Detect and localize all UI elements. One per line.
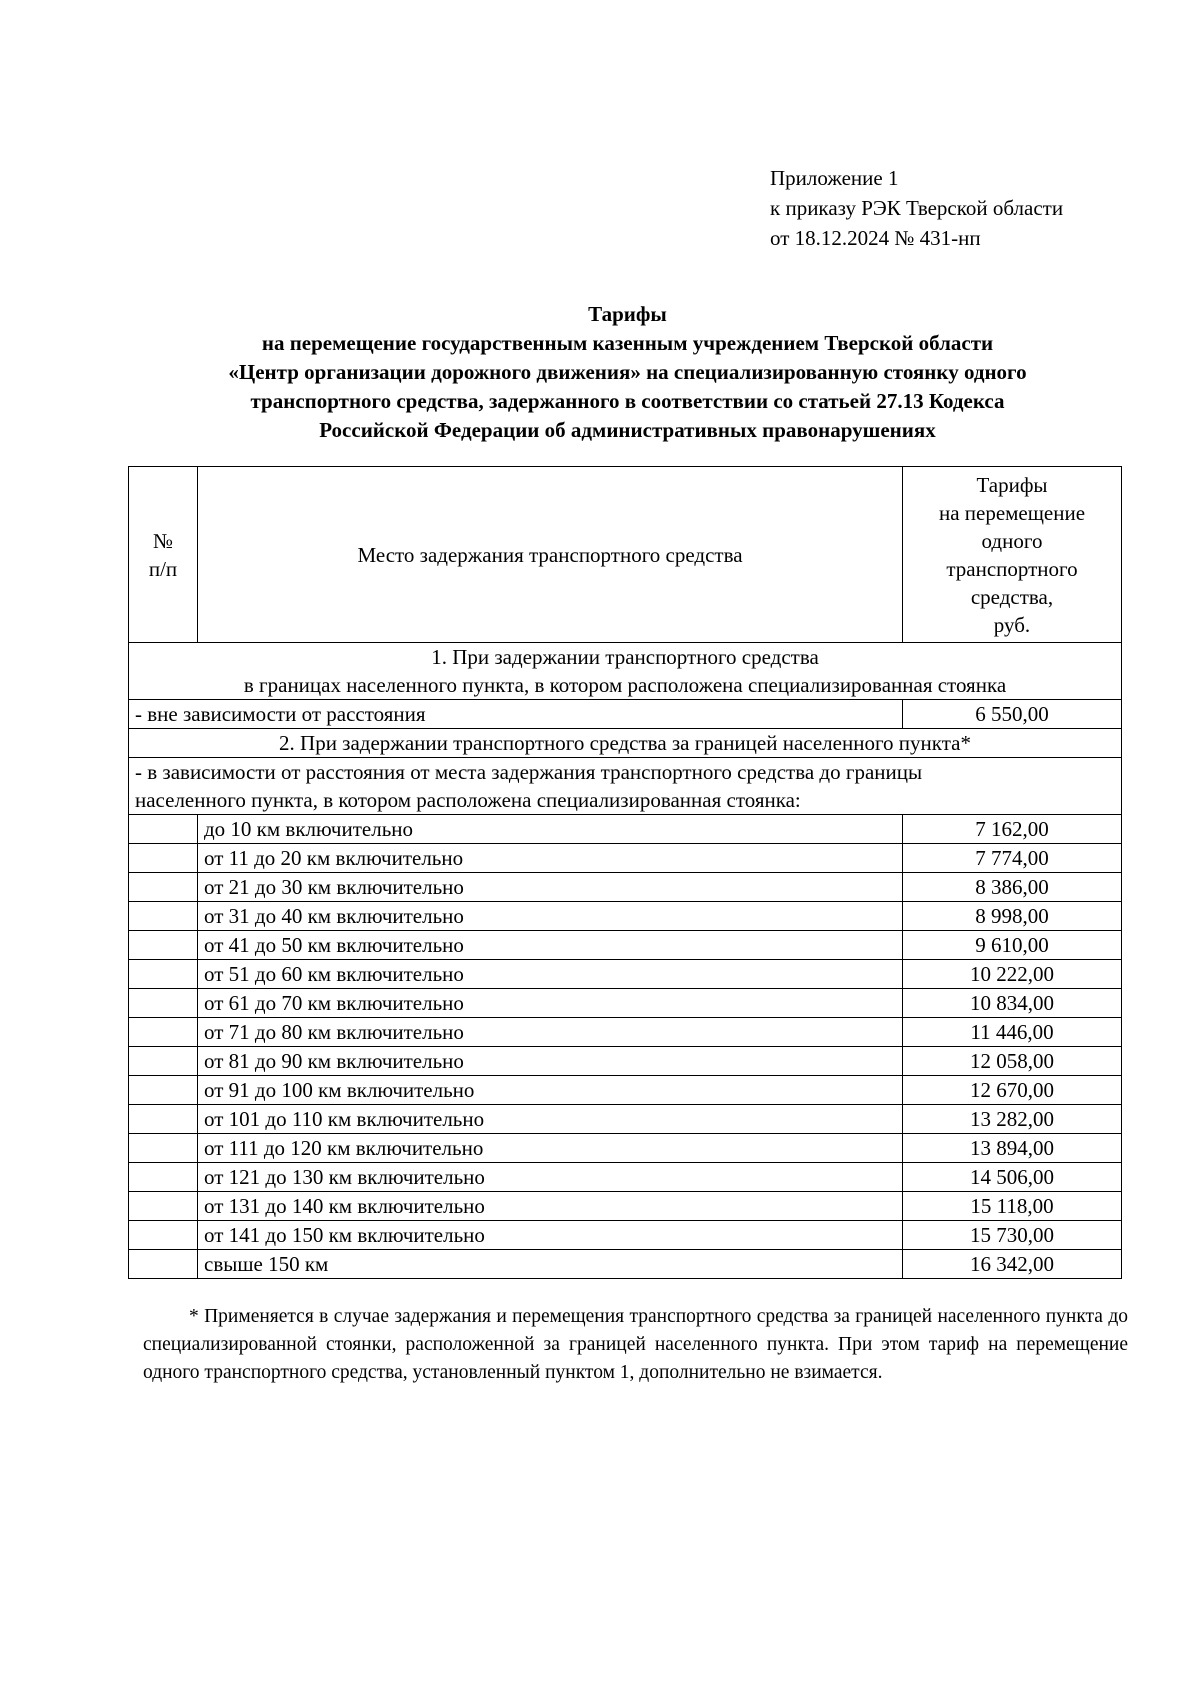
row-number-cell (129, 1105, 198, 1134)
row-label: от 101 до 110 км включительно (198, 1105, 903, 1134)
section-2-description-line-1: - в зависимости от расстояния от места задержания транспортного средства до границы (135, 760, 923, 784)
appendix-line-3: от 18.12.2024 № 431-нп (770, 226, 981, 250)
row-label: от 141 до 150 км включительно (198, 1221, 903, 1250)
row-value: 13 894,00 (903, 1134, 1122, 1163)
row-value: 7 162,00 (903, 815, 1122, 844)
section-1-line-1: 1. При задержании транспортного средства (431, 645, 819, 669)
row-number-cell (129, 931, 198, 960)
row-value: 16 342,00 (903, 1250, 1122, 1279)
footnote-text: * Применяется в случае задержания и перемещения транспортного средства за границей населенного пункта до специализированной стоянки, расположенной за границей населенного пункта. При этом тариф на перемещение одного транспортного средства, установленный пунктом 1, дополнительно не взимается. (143, 1306, 1128, 1383)
table-row (129, 1047, 1122, 1076)
title-line-3: «Центр организации дорожного движения» на специализированную стоянку одного (228, 360, 1027, 384)
table-row (129, 1076, 1122, 1105)
row-number-cell (129, 1076, 198, 1105)
row-number-cell (129, 960, 198, 989)
section-2-description-line-2: населенного пункта, в котором расположена специализированная стоянка: (135, 788, 801, 812)
header-tariff-line-5: средства, (970, 584, 1054, 609)
row-value: 11 446,00 (903, 1018, 1122, 1047)
row-label: от 31 до 40 км включительно (198, 902, 903, 931)
table-row (129, 815, 1122, 844)
table-row (129, 1192, 1122, 1221)
header-tariff-line-2: на перемещение (938, 500, 1086, 525)
header-number (129, 467, 198, 643)
header-place: Место задержания транспортного средства (198, 467, 903, 643)
row-number-cell (129, 1250, 198, 1279)
title-line-5: Российской Федерации об административных правонарушениях (319, 418, 936, 442)
row-number-cell (129, 1192, 198, 1221)
row-number-cell (129, 902, 198, 931)
appendix-line-1: Приложение 1 (770, 166, 899, 190)
row-number-cell (129, 1018, 198, 1047)
row-value: 15 730,00 (903, 1221, 1122, 1250)
title-line-1: Тарифы (588, 302, 667, 326)
table-row (129, 902, 1122, 931)
appendix-line-2: к приказу РЭК Тверской области (770, 196, 1064, 220)
row-number-cell (129, 1134, 198, 1163)
row-label: свыше 150 км (198, 1250, 903, 1279)
row-value: 10 222,00 (903, 960, 1122, 989)
table-row (129, 1163, 1122, 1192)
row-label: от 81 до 90 км включительно (198, 1047, 903, 1076)
table-row (129, 1134, 1122, 1163)
header-tariff-line-4: транспортного (946, 556, 1078, 581)
table-row (129, 960, 1122, 989)
title-line-2: на перемещение государственным казенным учреждением Тверской области (261, 331, 994, 355)
row-number-cell (129, 1163, 198, 1192)
header-tariff-line-6: руб. (993, 612, 1031, 637)
table-row (129, 844, 1122, 873)
header-tariff (903, 467, 1122, 643)
row-value: 12 670,00 (903, 1076, 1122, 1105)
title-line-4: транспортного средства, задержанного в соответствии со статьей 27.13 Кодекса (250, 389, 1005, 413)
row-label: от 121 до 130 км включительно (198, 1163, 903, 1192)
row-number-cell (129, 844, 198, 873)
section-2-description (129, 758, 1122, 815)
row-number-cell (129, 873, 198, 902)
row-number-cell (129, 989, 198, 1018)
table-row (129, 989, 1122, 1018)
header-tariff-line-1: Тарифы (976, 472, 1048, 497)
section-1-line-2: в границах населенного пункта, в котором расположена специализированная стоянка (243, 673, 1007, 697)
table-row (129, 1250, 1122, 1279)
header-number-line-2: п/п (148, 556, 178, 581)
row-value: 7 774,00 (903, 844, 1122, 873)
row-label: от 111 до 120 км включительно (198, 1134, 903, 1163)
section-2-header: 2. При задержании транспортного средства за границей населенного пункта* (129, 729, 1122, 758)
row-label: от 91 до 100 км включительно (198, 1076, 903, 1105)
document-title (150, 300, 1105, 445)
header-tariff-line-3: одного (981, 528, 1043, 553)
section-2-header-row (129, 729, 1122, 758)
table-row (129, 931, 1122, 960)
row-value: 9 610,00 (903, 931, 1122, 960)
table-row (129, 1221, 1122, 1250)
row-number-cell (129, 1221, 198, 1250)
row-value: 10 834,00 (903, 989, 1122, 1018)
row-number-cell (129, 1047, 198, 1076)
table-row (129, 873, 1122, 902)
section-1-row-label: - вне зависимости от расстояния (129, 700, 903, 729)
row-value: 13 282,00 (903, 1105, 1122, 1134)
section-1-header (129, 643, 1122, 700)
row-value: 8 998,00 (903, 902, 1122, 931)
row-label: от 61 до 70 км включительно (198, 989, 903, 1018)
row-value: 14 506,00 (903, 1163, 1122, 1192)
section-2-description-row (129, 758, 1122, 815)
footnote (143, 1303, 1128, 1387)
row-label: от 51 до 60 км включительно (198, 960, 903, 989)
row-label: от 21 до 30 км включительно (198, 873, 903, 902)
header-number-line-1: № (152, 528, 174, 553)
row-label: от 71 до 80 км включительно (198, 1018, 903, 1047)
section-1-row-value: 6 550,00 (903, 700, 1122, 729)
tariffs-table (128, 466, 1122, 1279)
section-1-header-row (129, 643, 1122, 700)
table-header-row (129, 467, 1122, 643)
row-value: 8 386,00 (903, 873, 1122, 902)
table-row (129, 1018, 1122, 1047)
section-1-row (129, 700, 1122, 729)
row-label: от 131 до 140 км включительно (198, 1192, 903, 1221)
row-label: от 41 до 50 км включительно (198, 931, 903, 960)
row-number-cell (129, 815, 198, 844)
appendix-block (770, 163, 1063, 253)
row-value: 15 118,00 (903, 1192, 1122, 1221)
row-value: 12 058,00 (903, 1047, 1122, 1076)
row-label: от 11 до 20 км включительно (198, 844, 903, 873)
row-label: до 10 км включительно (198, 815, 903, 844)
table-row (129, 1105, 1122, 1134)
